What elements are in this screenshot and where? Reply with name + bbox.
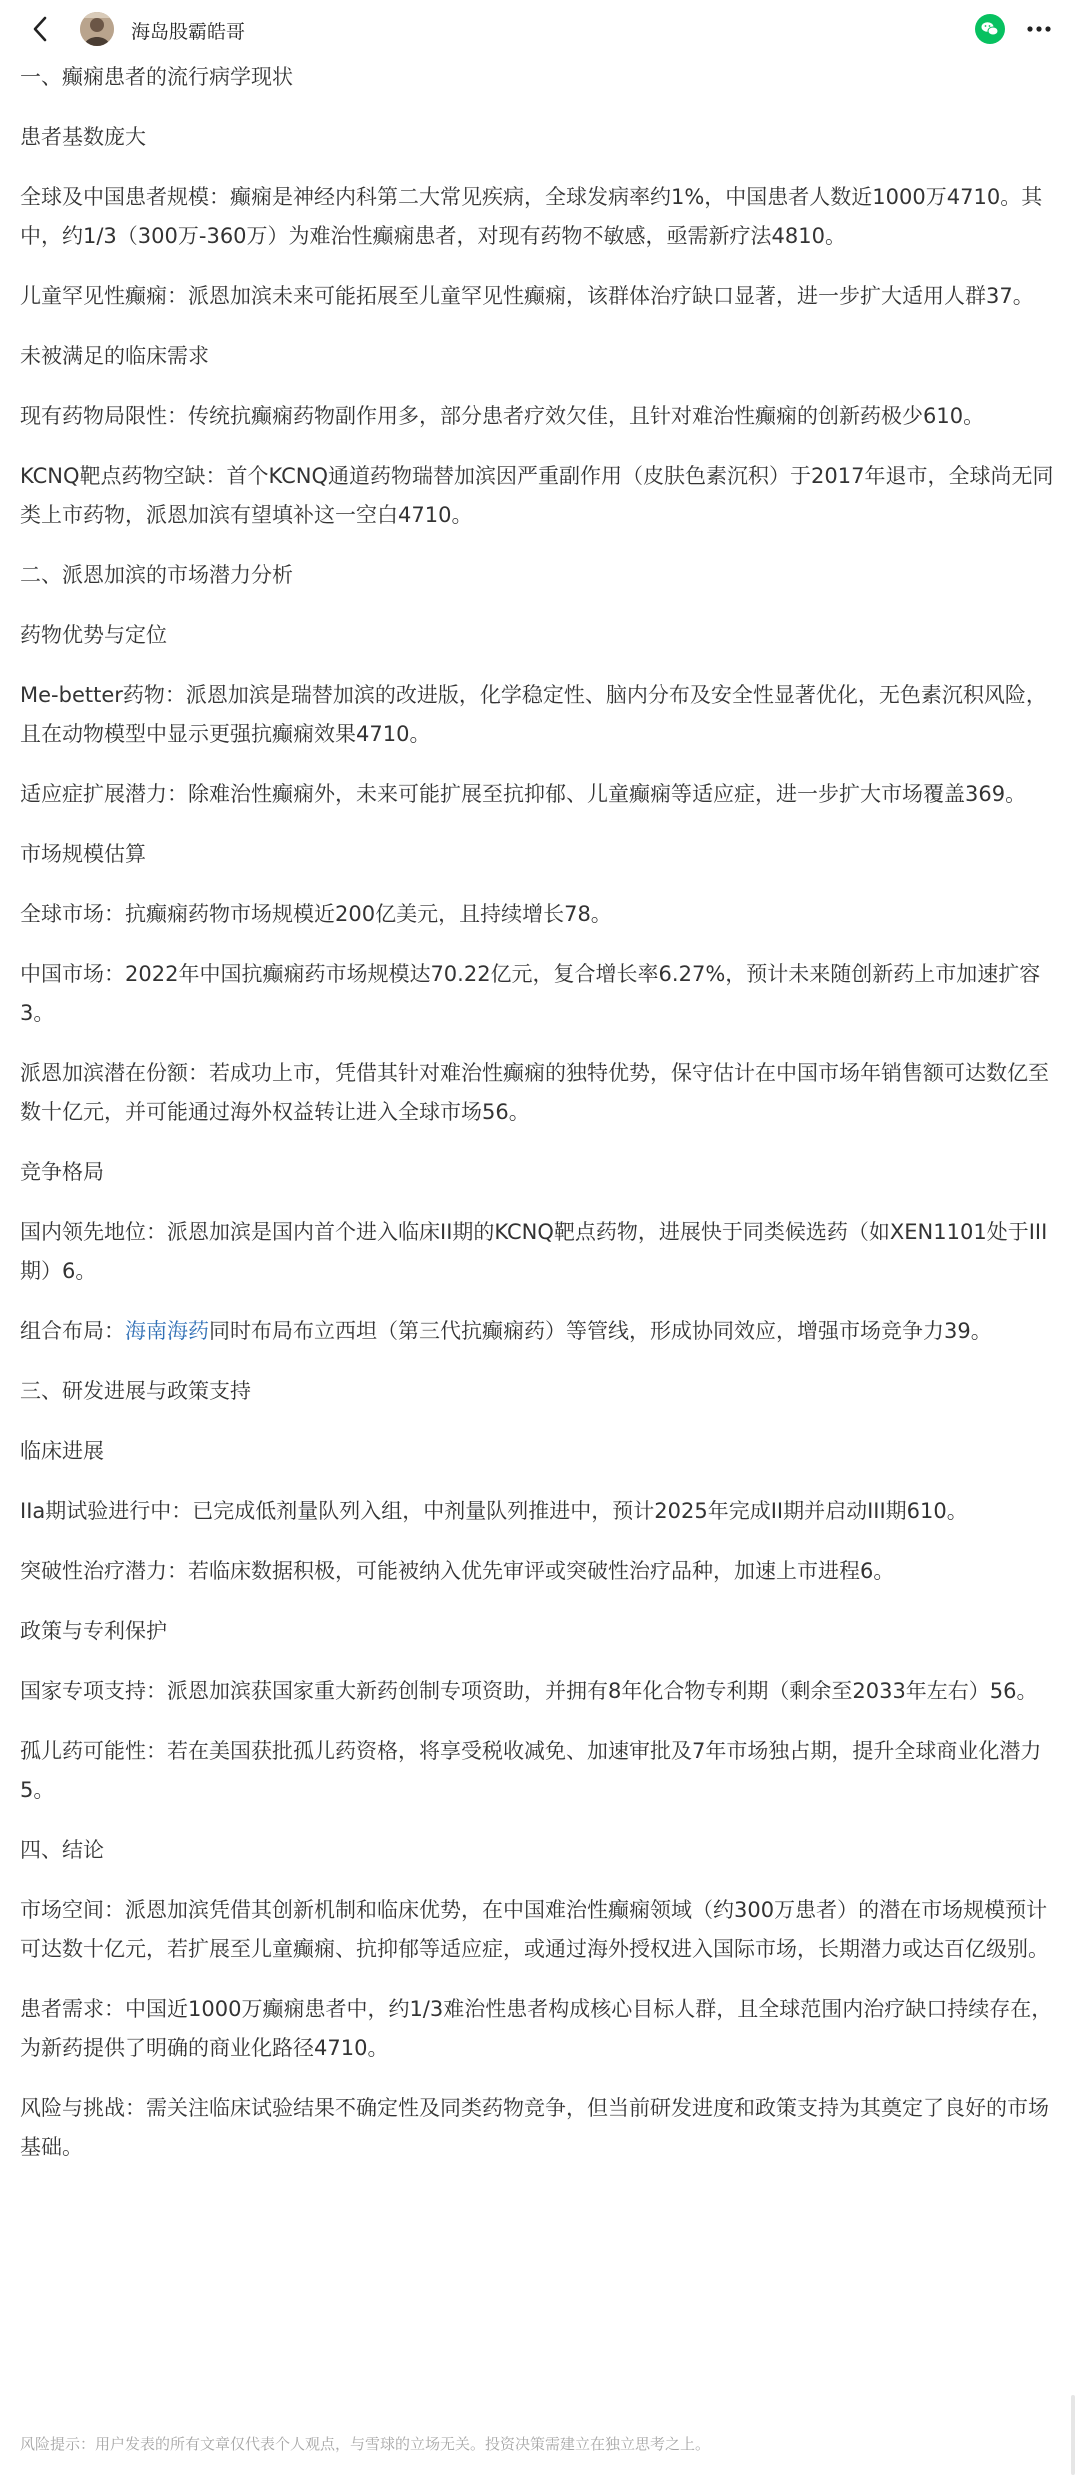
paragraph: 中国市场：2022年中国抗癫痫药市场规模达70.22亿元，复合增长率6.27%，预计未来随创新药上市加速扩容3。 [20,962,1041,1025]
scrollbar[interactable] [1071,2395,1075,2475]
wechat-icon[interactable] [975,14,1005,44]
section-heading: 三、研发进展与政策支持 [20,1379,251,1403]
subheading: 临床进展 [20,1439,104,1463]
subheading: 患者基数庞大 [20,125,146,149]
paragraph: 患者需求：中国近1000万癫痫患者中，约1/3难治性患者构成核心目标人群，且全球范围内治疗缺口持续存在，为新药提供了明确的商业化路径4710。 [20,1997,1053,2060]
paragraph: 派恩加滨潜在份额：若成功上市，凭借其针对难治性癫痫的独特优势，保守估计在中国市场年销售额可达数亿至数十亿元，并可能通过海外权益转让进入全球市场56。 [20,1061,1049,1124]
section-heading: 二、派恩加滨的市场潜力分析 [20,563,293,587]
paragraph-suffix: 同时布局布立西坦（第三代抗癫痫药）等管线，形成协同效应，增强市场竞争力39。 [209,1319,992,1343]
paragraph: 国内领先地位：派恩加滨是国内首个进入临床II期的KCNQ靶点药物，进展快于同类候选药（如XEN1101处于III期）6。 [20,1220,1048,1283]
subheading: 未被满足的临床需求 [20,344,209,368]
paragraph-prefix: 组合布局： [20,1319,125,1343]
subheading: 政策与专利保护 [20,1619,167,1643]
subheading: 竞争格局 [20,1160,104,1184]
paragraph: Me-better药物：派恩加滨是瑞替加滨的改进版，化学稳定性、脑内分布及安全性显著优化，无色素沉积风险，且在动物模型中显示更强抗癫痫效果4710。 [20,683,1047,746]
paragraph: IIa期试验进行中：已完成低剂量队列入组，中剂量队列推进中，预计2025年完成II期并启动III期610。 [20,1499,968,1523]
paragraph: KCNQ靶点药物空缺：首个KCNQ通道药物瑞替加滨因严重副作用（皮肤色素沉积）于2017年退市，全球尚无同类上市药物，派恩加滨有望填补这一空白4710。 [20,464,1054,527]
paragraph: 国家专项支持：派恩加滨获国家重大新药创制专项资助，并拥有8年化合物专利期（剩余至2033年左右）56。 [20,1679,1038,1703]
paragraph [20,1312,1060,1351]
section-heading: 一、癫痫患者的流行病学现状 [20,65,293,89]
section-heading: 四、结论 [20,1838,104,1862]
paragraph: 适应症扩展潜力：除难治性癫痫外，未来可能扩展至抗抑郁、儿童癫痫等适应症，进一步扩大市场覆盖369。 [20,782,1027,806]
avatar[interactable] [80,12,114,46]
paragraph: 儿童罕见性癫痫：派恩加滨未来可能拓展至儿童罕见性癫痫，该群体治疗缺口显著，进一步扩大适用人群37。 [20,284,1034,308]
paragraph: 市场空间：派恩加滨凭借其创新机制和临床优势，在中国难治性癫痫领域（约300万患者）的潜在市场规模预计可达数十亿元，若扩展至儿童癫痫、抗抑郁等适应症，或通过海外授权进入国际市场，长期潜力或达百亿级别。 [20,1898,1049,1961]
chevron-left-icon[interactable] [26,14,56,44]
paragraph: 全球及中国患者规模：癫痫是神经内科第二大常见疾病，全球发病率约1%，中国患者人数近1000万4710。其中，约1/3（300万-360万）为难治性癫痫患者，对现有药物不敏感，亟需新疗法4810。 [20,185,1043,248]
subheading: 药物优势与定位 [20,623,167,647]
paragraph: 现有药物局限性：传统抗癫痫药物副作用多，部分患者疗效欠佳，且针对难治性癫痫的创新药极少610。 [20,404,985,428]
author-name[interactable]: 海岛股霸皓哥 [131,21,246,43]
paragraph: 全球市场：抗癫痫药物市场规模近200亿美元，且持续增长78。 [20,902,612,926]
paragraph: 孤儿药可能性：若在美国获批孤儿药资格，将享受税收减免、加速审批及7年市场独占期，提升全球商业化潜力5。 [20,1739,1042,1802]
stock-link[interactable]: 海南海药 [125,1319,209,1343]
top-bar [0,0,1079,58]
article-body [20,62,1060,2188]
paragraph: 突破性治疗潜力：若临床数据积极，可能被纳入优先审评或突破性治疗品种，加速上市进程6。 [20,1559,895,1583]
subheading: 市场规模估算 [20,842,146,866]
paragraph: 风险与挑战：需关注临床试验结果不确定性及同类药物竞争，但当前研发进度和政策支持为其奠定了良好的市场基础。 [20,2096,1049,2159]
more-dots-icon[interactable] [1022,15,1056,43]
risk-disclaimer: 风险提示：用户发表的所有文章仅代表个人观点，与雪球的立场无关。投资决策需建立在独立思考之上。 [20,2435,711,2453]
